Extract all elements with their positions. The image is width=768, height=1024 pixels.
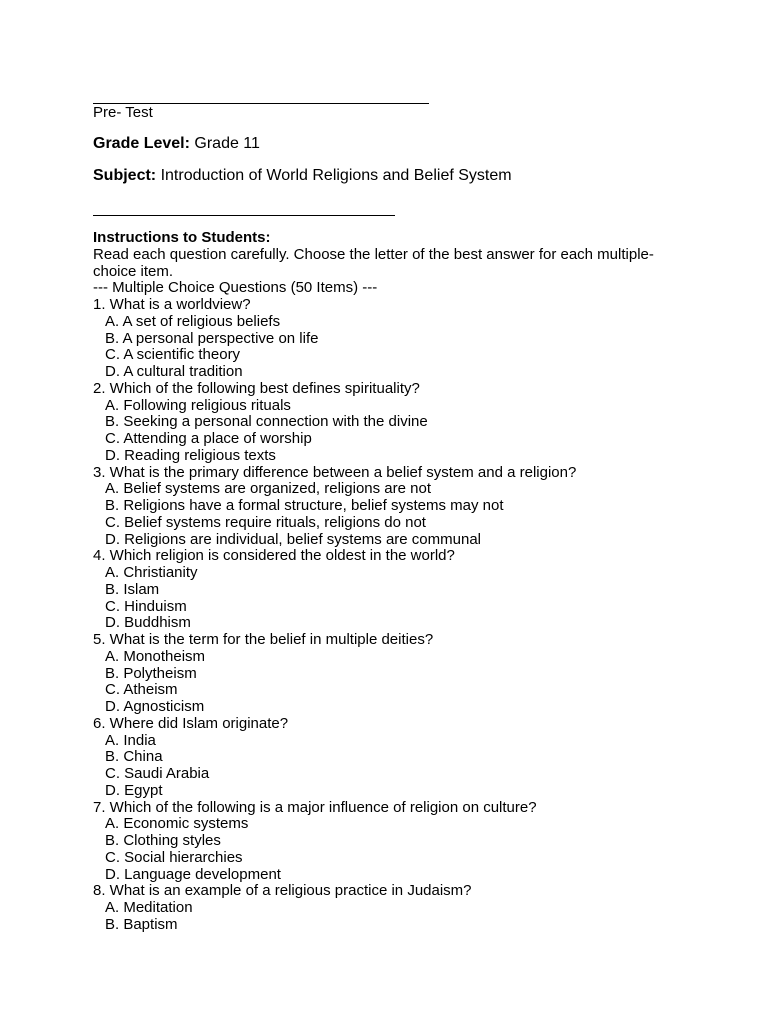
instructions-text: Read each question carefully. Choose the letter of the best answer for each multiple-choice item. — [93, 245, 654, 280]
answer-option: D. A cultural tradition — [105, 363, 243, 380]
question-text: 3. What is the primary difference between a belief system and a religion? — [93, 463, 577, 481]
answer-option: B. Islam — [105, 580, 160, 598]
question-item — [93, 716, 693, 800]
answer-option: D. Reading religious texts — [105, 446, 276, 464]
question-item — [93, 632, 693, 716]
question-text: 5. What is the term for the belief in multiple deities? — [93, 631, 434, 648]
answer-option: D. Buddhism — [105, 614, 191, 632]
question-list — [93, 297, 693, 934]
grade-level-value: Grade 11 — [194, 135, 260, 152]
grade-level-line — [93, 135, 260, 153]
answer-option: C. Social hierarchies — [105, 848, 243, 866]
subject-line — [93, 167, 512, 185]
question-item — [93, 883, 693, 933]
answer-option: C. Atheism — [105, 681, 178, 699]
answer-option: A. India — [105, 731, 156, 749]
question-text: 1. What is a worldview? — [93, 296, 251, 313]
answer-option: C. Hinduism — [105, 597, 187, 615]
instructions-block — [93, 230, 693, 934]
answer-option: A. Following religious rituals — [105, 396, 291, 414]
answer-option: B. A personal perspective on life — [105, 329, 319, 347]
subject-value: Introduction of World Religions and Belief System — [160, 167, 512, 184]
question-item — [93, 465, 693, 549]
answer-option: A. Economic systems — [105, 815, 249, 833]
question-text: 8. What is an example of a religious practice in Judaism? — [93, 882, 472, 900]
answer-option: A. Belief systems are organized, religions are not — [105, 480, 431, 498]
answer-option: B. Polytheism — [105, 664, 197, 682]
subject-label: Subject: — [93, 167, 157, 184]
question-item — [93, 800, 693, 884]
question-text: 2. Which of the following best defines spirituality? — [93, 379, 420, 397]
answer-option: C. Attending a place of worship — [105, 430, 312, 447]
answer-option: B. Religions have a formal structure, belief systems may not — [105, 497, 504, 514]
question-item — [93, 297, 693, 381]
answer-option: B. China — [105, 748, 163, 766]
answer-option: C. Saudi Arabia — [105, 765, 210, 782]
answer-option: B. Baptism — [105, 915, 178, 933]
answer-option: B. Seeking a personal connection with the divine — [105, 413, 428, 431]
section-heading: --- Multiple Choice Questions (50 Items) --- — [93, 279, 378, 297]
answer-option: B. Clothing styles — [105, 832, 221, 849]
middle-divider — [93, 215, 395, 216]
answer-option: D. Language development — [105, 865, 281, 883]
answer-option: A. Christianity — [105, 564, 198, 581]
answer-option: D. Religions are individual, belief systems are communal — [105, 530, 481, 548]
answer-option: A. A set of religious beliefs — [105, 312, 281, 330]
question-item — [93, 548, 693, 632]
document-type: Pre- Test — [93, 104, 153, 121]
answer-option: D. Egypt — [105, 781, 163, 799]
answer-option: D. Agnosticism — [105, 698, 205, 715]
answer-option: A. Meditation — [105, 899, 193, 916]
answer-option: C. Belief systems require rituals, religions do not — [105, 513, 426, 531]
question-text: 4. Which religion is considered the oldest in the world? — [93, 547, 455, 565]
instructions-heading: Instructions to Students: — [93, 229, 271, 246]
question-item — [93, 381, 693, 465]
answer-option: A. Monotheism — [105, 647, 206, 665]
question-text: 7. Which of the following is a major influence of religion on culture? — [93, 798, 537, 816]
grade-level-label: Grade Level: — [93, 135, 190, 152]
question-text: 6. Where did Islam originate? — [93, 714, 289, 732]
answer-option: C. A scientific theory — [105, 346, 241, 364]
